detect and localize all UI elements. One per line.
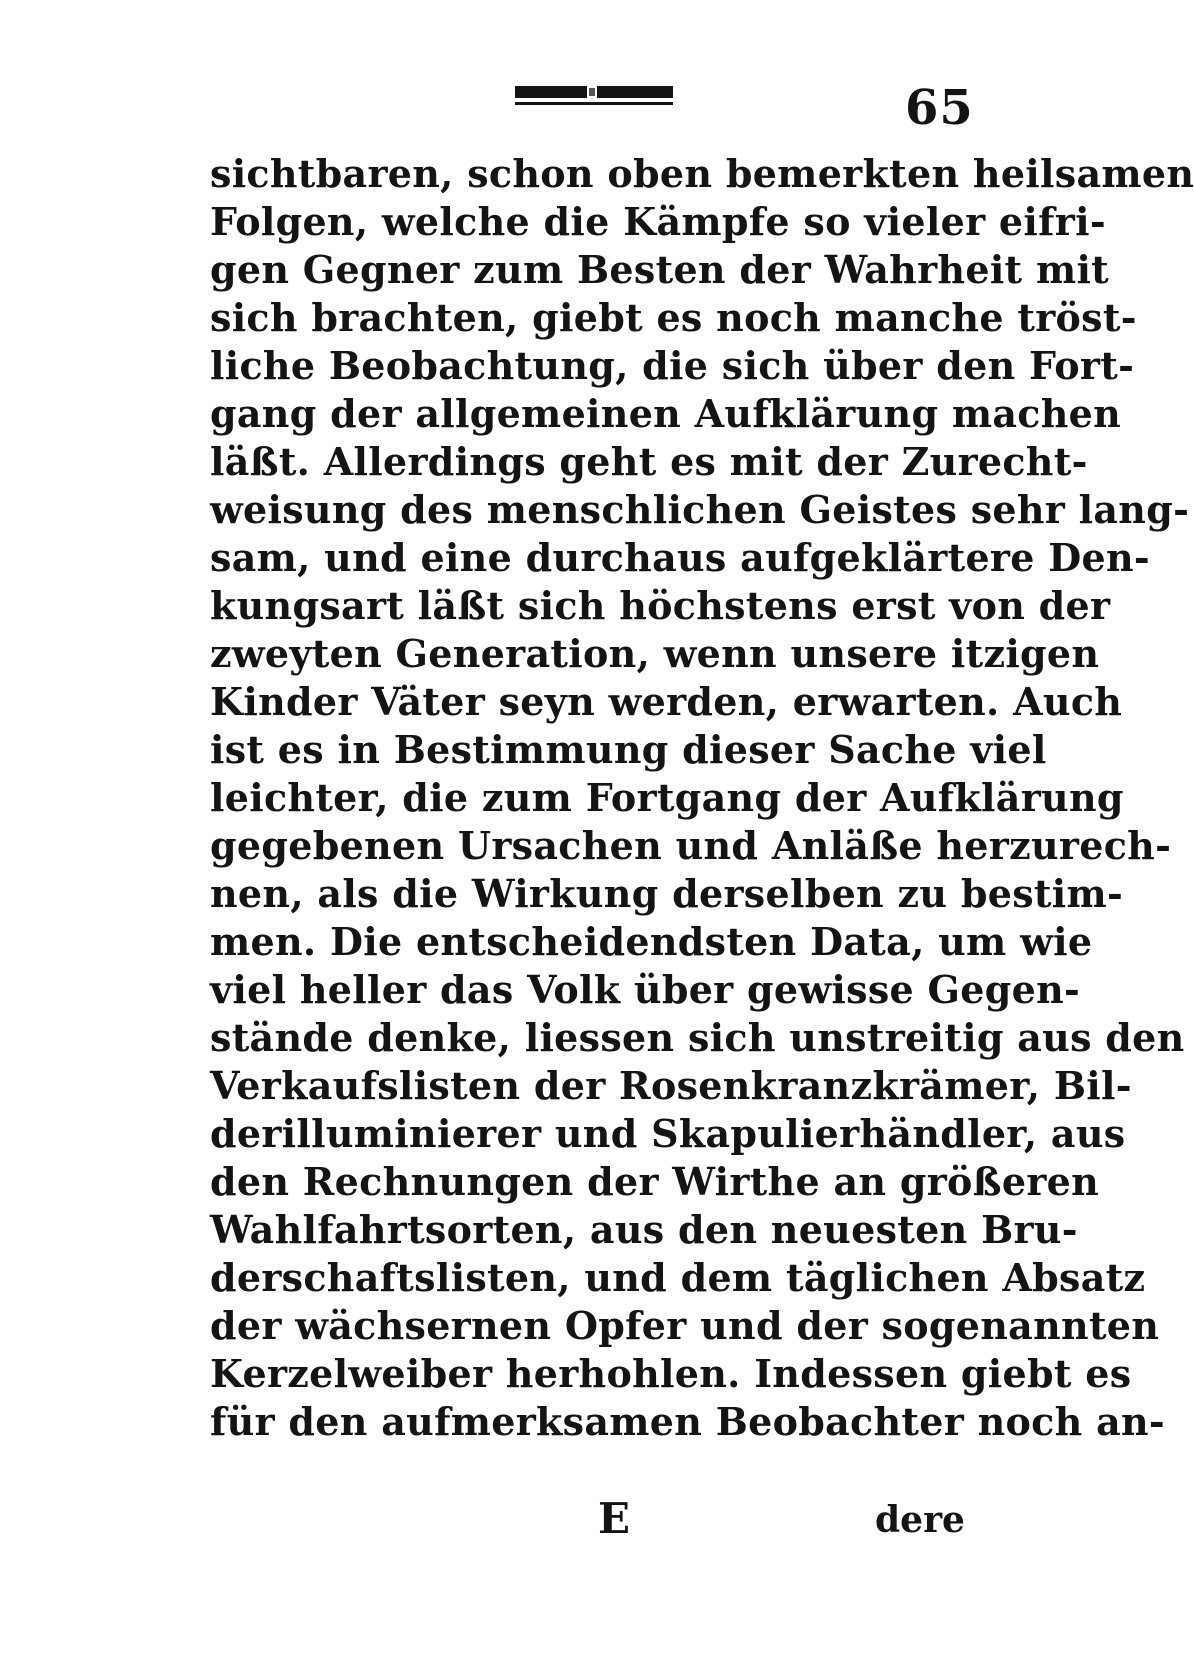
text-line: leichter, die zum Fortgang der Aufklärung xyxy=(210,775,1124,820)
text-line: derschaftslisten, und dem täglichen Absatz xyxy=(210,1255,1146,1300)
catchword: dere xyxy=(875,1499,965,1541)
text-line: sichtbaren, schon oben bemerkten heilsamen xyxy=(210,151,1194,196)
text-line: Verkaufslisten der Rosenkranzkrämer, Bil- xyxy=(210,1063,1132,1108)
text-line: der wächsernen Opfer und der sogenannten xyxy=(210,1303,1160,1348)
text-line: sich brachten, giebt es noch manche tröst- xyxy=(210,295,1137,340)
text-line: Kinder Väter seyn werden, erwarten. Auch xyxy=(210,679,1123,724)
header-rule-ornament xyxy=(515,82,675,112)
signature-mark: E xyxy=(598,1494,631,1543)
text-line: ist es in Bestimmung dieser Sache viel xyxy=(210,727,1047,772)
text-line: zweyten Generation, wenn unsere itzigen xyxy=(210,631,1100,676)
text-line: kungsart läßt sich höchstens erst von der xyxy=(210,583,1111,628)
text-line: derilluminierer und Skapulierhändler, aus xyxy=(210,1111,1126,1156)
text-line: liche Beobachtung, die sich über den Fort- xyxy=(210,343,1135,388)
text-line: nen, als die Wirkung derselben zu bestim- xyxy=(210,871,1124,916)
text-line: weisung des menschlichen Geistes sehr lang- xyxy=(210,487,1190,532)
text-line: Folgen, welche die Kämpfe so vieler eifri- xyxy=(210,199,1106,244)
text-line: gegebenen Ursachen und Anläße herzurech- xyxy=(210,823,1172,868)
text-line: men. Die entscheidendsten Data, um wie xyxy=(210,919,1093,964)
text-line: gen Gegner zum Besten der Wahrheit mit xyxy=(210,247,1110,292)
body-text xyxy=(210,150,1194,1446)
text-line: sam, und eine durchaus aufgeklärtere Den- xyxy=(210,535,1150,580)
text-line: Kerzelweiber herhohlen. Indessen giebt es xyxy=(210,1351,1132,1396)
text-line: für den aufmerksamen Beobachter noch an- xyxy=(210,1399,1165,1444)
text-line: gang der allgemeinen Aufklärung machen xyxy=(210,391,1122,436)
text-line: den Rechnungen der Wirthe an größeren xyxy=(210,1159,1100,1204)
text-line: stände denke, liessen sich unstreitig aus den xyxy=(210,1015,1185,1060)
text-line: Wahlfahrtsorten, aus den neuesten Bru- xyxy=(210,1207,1078,1252)
page-number: 65 xyxy=(905,80,974,136)
text-line: viel heller das Volk über gewisse Gegen- xyxy=(210,967,1081,1012)
text-line: läßt. Allerdings geht es mit der Zurecht- xyxy=(210,439,1088,484)
